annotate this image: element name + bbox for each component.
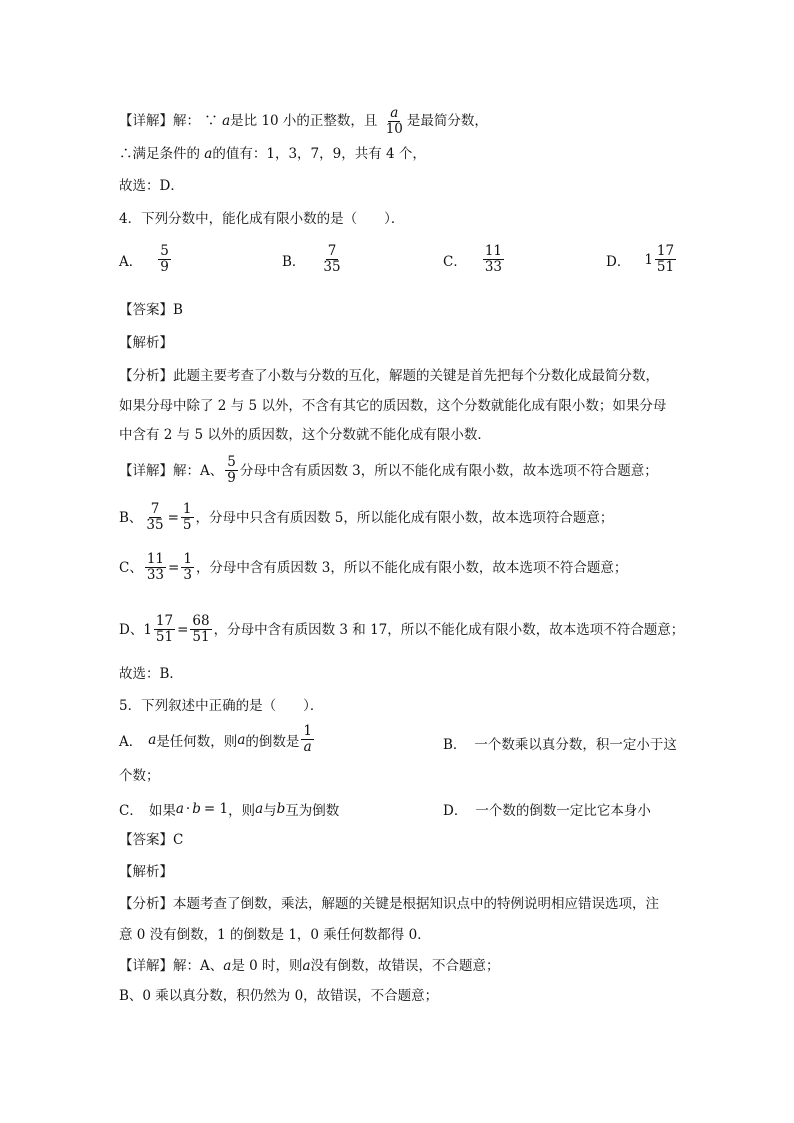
option-label: A． (119, 253, 143, 270)
q4-detail-b (119, 502, 613, 533)
detail-fraction (145, 552, 166, 583)
detail-text: 【详解】解：A、 (119, 958, 224, 974)
therefore-symbol: ∴ (119, 146, 133, 162)
q5-analysis-line: 【分析】本题考查了倒数，乘法，解题的关键是根据知识点中的特例说明相应错误选项，注 (119, 896, 659, 912)
detail-prefix: C、 (119, 559, 143, 576)
q4-detail-a (119, 455, 658, 486)
detail-fraction (181, 552, 194, 583)
option-label: B． (443, 737, 467, 753)
option-text: 是任何数，则 (156, 733, 238, 750)
fraction-denominator: 51 (155, 629, 174, 645)
q4-option-c (443, 244, 506, 275)
variable-a: a (302, 958, 311, 974)
detail-text: ，分母中含有质因数 3 和 17，所以不能化成有限小数，故本选项不符合题意； (213, 621, 685, 638)
fraction-numerator: 5 (227, 454, 236, 470)
q4-analysis-line: 【分析】此题主要考查了小数与分数的互化，解题的关键是首先把每个分数化成最简分数， (119, 368, 659, 384)
fraction-numerator: 17 (656, 243, 675, 259)
variable-a: a (237, 731, 246, 748)
variable-a: a (222, 113, 231, 129)
detail-text: 是 0 时，则 (231, 958, 303, 974)
fraction-denominator: 5 (182, 517, 192, 533)
values-text: 的值有：1，3，7，9，共有 4 个， (212, 146, 426, 162)
option-text: 一个数的倒数一定比它本身小 (475, 803, 651, 819)
q4-option-a (119, 244, 173, 275)
q4-option-d (606, 244, 678, 275)
mixed-whole: 1 (143, 621, 152, 638)
q4-detail-d (119, 614, 684, 645)
option-fraction (483, 244, 504, 275)
fraction-denominator: 51 (656, 259, 675, 275)
detail-prefix: D、 (119, 621, 144, 638)
q5-option-c (119, 799, 339, 819)
q3-choice: 故选：D． (119, 178, 184, 194)
q4-stem: 4．下列分数中，能化成有限小数的是（ ）． (119, 211, 405, 227)
fraction-denominator: 33 (146, 567, 165, 583)
q5-option-d (443, 799, 651, 819)
fraction-numerator: 11 (146, 551, 165, 567)
fraction-numerator: 7 (327, 243, 337, 259)
detail-fraction (154, 614, 175, 645)
fraction-numerator: 11 (484, 243, 503, 259)
detail-text: ，分母中只含有质因数 5，所以能化成有限小数，故本选项符合题意； (195, 509, 614, 526)
detail-fraction (181, 502, 194, 533)
fraction-denominator: 35 (323, 259, 341, 275)
fraction-numerator: a (390, 105, 399, 121)
option-text: 互为倒数 (285, 803, 340, 819)
mixed-whole: 1 (644, 251, 653, 268)
option-label: D． (606, 253, 631, 270)
fraction-a-over-10 (384, 106, 405, 137)
variable-b: b (276, 801, 286, 817)
detail-fraction (190, 614, 211, 645)
option-label: D． (443, 803, 468, 819)
option-label: C． (119, 803, 143, 819)
fraction-denominator: 9 (160, 259, 169, 275)
values-text: 满足条件的 (132, 146, 200, 162)
detail-text: 没有倒数，故错误，不合题意； (310, 958, 500, 974)
q4-analysis-line: 中含有 2 与 5 以外的质因数，这个分数就不能化成有限小数． (119, 427, 491, 443)
option-text: 如果 (148, 803, 176, 819)
option-label: C． (443, 253, 467, 270)
q5-option-b (443, 733, 677, 753)
option-text: 与 (263, 803, 277, 819)
equals-sign: = (168, 559, 180, 576)
option-label: A． (119, 733, 143, 750)
fraction-denominator: 3 (183, 567, 192, 583)
detail-text: 是比 10 小的正整数，且 (230, 113, 378, 129)
fraction-numerator: 1 (182, 501, 192, 517)
detail-text: 是最简分数， (406, 113, 488, 129)
detail-text: 解： (173, 113, 200, 129)
variable-a: a (148, 731, 157, 748)
q3-values-line (119, 144, 426, 164)
fraction-denominator: 10 (385, 121, 403, 137)
q5-analysis-title: 【解析】 (119, 864, 173, 880)
option-fraction (321, 244, 342, 275)
q5-option-a (119, 724, 316, 755)
option-fraction (655, 244, 676, 275)
q5-answer: 【答案】C (119, 832, 184, 848)
variable-a: a (255, 801, 264, 817)
q4-choice: 故选：B． (119, 666, 183, 682)
option-text: 一个数乘以真分数，积一定小于这 (474, 737, 677, 753)
variable-b: b (192, 801, 201, 817)
dot-operator: · (185, 801, 191, 817)
detail-prefix: 【详解】解：A、 (119, 462, 224, 479)
detail-text: ，分母中含有质因数 3，所以不能化成有限小数，故本选项不符合题意； (195, 559, 628, 576)
fraction-denominator: 33 (484, 259, 503, 275)
q3-detail-line (119, 106, 488, 137)
q5-analysis-line: 意 0 没有倒数，1 的倒数是 1，0 乘任何数都得 0． (119, 927, 431, 943)
detail-prefix: B、 (119, 509, 143, 526)
fraction-denominator: 51 (192, 629, 210, 645)
fraction-numerator: 17 (155, 613, 174, 629)
q5-option-b-continuation: 个数； (119, 768, 160, 784)
reciprocal-fraction (301, 724, 314, 755)
q4-answer: 【答案】B (119, 302, 183, 318)
option-text: ，则 (228, 803, 256, 819)
option-label: B． (282, 253, 306, 270)
q5-detail-a (119, 956, 500, 976)
variable-a: a (204, 146, 213, 162)
fraction-numerator: 1 (183, 551, 192, 567)
detail-tag: 【详解】 (119, 113, 173, 129)
q4-analysis-line: 如果分母中除了 2 与 5 以外，不含有其它的质因数，这个分数就能化成有限小数；如果分母 (119, 398, 667, 414)
equals-sign: = (167, 509, 179, 526)
fraction-numerator: 1 (303, 723, 312, 739)
q4-analysis-title: 【解析】 (119, 335, 173, 351)
because-symbol: ∵ (204, 113, 218, 129)
fraction-numerator: 68 (192, 613, 210, 629)
detail-fraction (225, 455, 238, 486)
fraction-denominator: 35 (146, 517, 164, 533)
detail-text: 分母中含有质因数 3，所以不能化成有限小数，故本选项不符合题意； (239, 462, 658, 479)
fraction-numerator: 7 (150, 501, 160, 517)
variable-a: a (223, 958, 232, 974)
equals-sign: = (177, 621, 189, 638)
variable-a: a (175, 801, 184, 817)
detail-fraction (144, 502, 165, 533)
q5-stem: 5．下列叙述中正确的是（ ）． (119, 698, 324, 714)
q5-detail-b: B、0 乘以真分数，积仍然为 0，故错误，不合题意； (119, 988, 439, 1004)
q4-detail-c (119, 552, 627, 583)
option-fraction (158, 244, 171, 275)
fraction-numerator: 5 (160, 243, 169, 259)
option-text: 的倒数是 (245, 733, 300, 750)
mixed-number (644, 244, 678, 275)
fraction-denominator: a (303, 739, 312, 755)
fraction-denominator: 9 (227, 470, 236, 486)
equals-one: = 1 (203, 801, 229, 817)
q4-option-b (282, 244, 345, 275)
